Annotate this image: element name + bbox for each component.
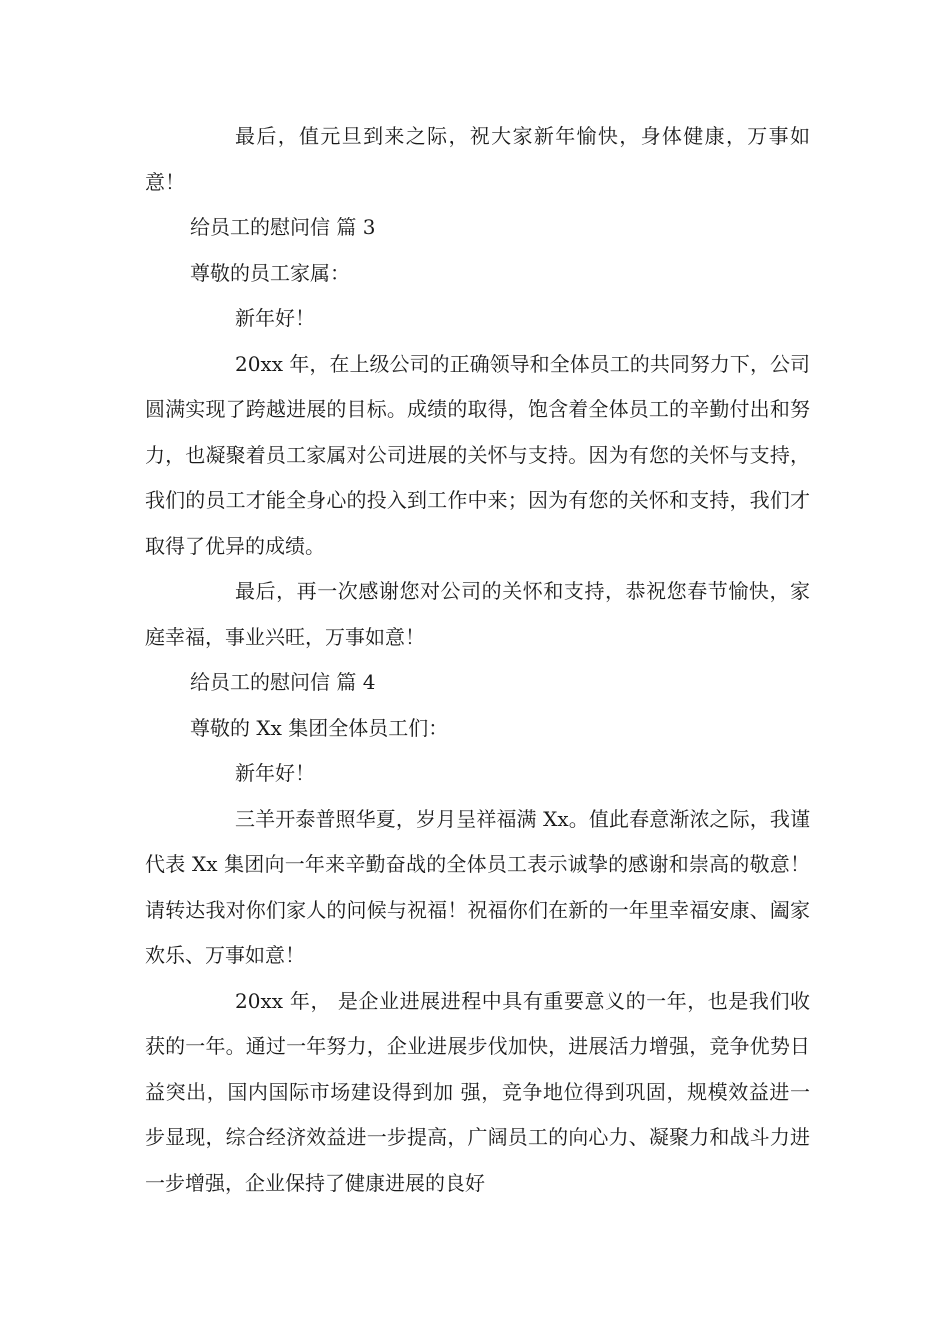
section4-heading: 给员工的慰问信 篇 4 [190,670,376,694]
section3-heading: 给员工的慰问信 篇 3 [190,215,376,239]
section3-greeting: 新年好！ [235,306,315,330]
section4-salutation: 尊敬的 Xx 集团全体员工们： [190,715,449,740]
section2-closing-paragraph: 最后，值元旦到来之际，祝大家新年愉快，身体健康，万事如意！ [145,124,810,194]
section3-salutation: 尊敬的员工家属： [190,260,350,285]
section4-paragraph-1: 三羊开泰普照华夏，岁月呈祥福满 Xx。值此春意渐浓之际，我谨代表 Xx 集团向一年来辛勤奋战的全体员工表示诚挚的感谢和崇高的敬意！请转达我对你们家人的问候与祝福！祝福你们在新的一年里幸福安康、阖家欢乐、万事如意！ [145,806,810,967]
document-body [145,114,810,1206]
section4-paragraph-2: 20xx 年， 是企业进展进程中具有重要意义的一年，也是我们收获的一年。通过一年努力，企业进展步伐加快，进展活力增强，竞争优势日益突出，国内国际市场建设得到加 强，竞争地位得到巩固，规模效益进一步显现，综合经济效益进一步提高，广阔员工的向心力、凝聚力和战斗力进一步增强，企业保持了健康进展的良好 [145,988,810,1195]
section4-greeting: 新年好！ [235,761,315,785]
section3-body-paragraph: 20xx 年，在上级公司的正确领导和全体员工的共同努力下，公司圆满实现了跨越进展的目标。成绩的取得，饱含着全体员工的辛勤付出和努力，也凝聚着员工家属对公司进展的关怀与支持。因为有您的关怀与支持，我们的员工才能全身心的投入到工作中来；因为有您的关怀和支持，我们才取得了优异的成绩。 [145,351,810,558]
section3-closing-paragraph: 最后，再一次感谢您对公司的关怀和支持，恭祝您春节愉快，家庭幸福，事业兴旺，万事如意！ [145,579,810,649]
